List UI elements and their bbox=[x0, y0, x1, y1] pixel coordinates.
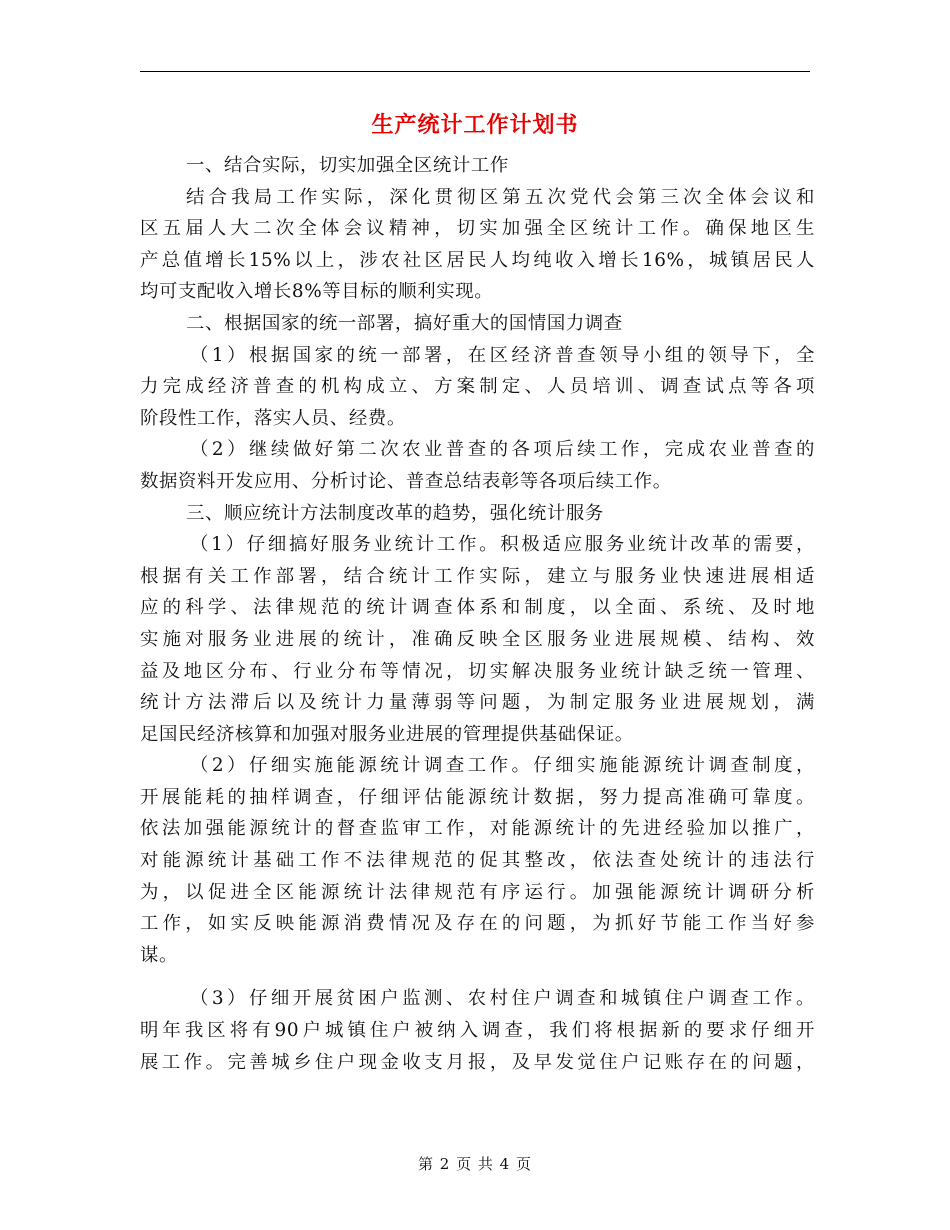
text-line: 区五届人大二次全体会议精神，切实加强全区统计工作。确保地区生 bbox=[140, 218, 815, 240]
text-line: （2）继续做好第二次农业普查的各项后续工作，完成农业普查的 bbox=[190, 439, 815, 461]
text-line: （1）根据国家的统一部署，在区经济普查领导小组的领导下，全 bbox=[190, 344, 815, 366]
text-line: 谋。 bbox=[140, 944, 178, 966]
text-line: 为，以促进全区能源统计法律规范有序运行。加强能源统计调研分析 bbox=[140, 881, 815, 903]
text-line: 产总值增长15%以上，涉农社区居民人均纯收入增长16%，城镇居民人 bbox=[140, 249, 815, 271]
text-line: 力完成经济普查的机构成立、方案制定、人员培训、调查试点等各项 bbox=[140, 376, 815, 398]
text-line: 根据有关工作部署，结合统计工作实际，建立与服务业快速进展相适 bbox=[140, 565, 815, 587]
header-rule bbox=[140, 71, 810, 72]
page-number: 第 2 页 共 4 页 bbox=[418, 1155, 532, 1173]
text-line: 应的科学、法律规范的统计调查体系和制度，以全面、系统、及时地 bbox=[140, 597, 815, 619]
text-line: 益及地区分布、行业分布等情况，切实解决服务业统计缺乏统一管理、 bbox=[140, 660, 815, 682]
document-body bbox=[140, 150, 815, 1078]
text-line: 明年我区将有90户城镇住户被纳入调查，我们将根据新的要求仔细开 bbox=[140, 1020, 815, 1042]
text-line: 依法加强能源统计的督查监审工作，对能源统计的先进经验加以推广， bbox=[140, 818, 815, 840]
text-line: 足国民经济核算和加强对服务业进展的管理提供基础保证。 bbox=[140, 723, 634, 745]
text-line: 均可支配收入增长8%等目标的顺利实现。 bbox=[140, 281, 494, 303]
text-line: 开展能耗的抽样调查，仔细评估能源统计数据，努力提高准确可靠度。 bbox=[140, 786, 815, 808]
paragraph-gap bbox=[140, 971, 815, 983]
text-line: 实施对服务业进展的统计，准确反映全区服务业进展规模、结构、效 bbox=[140, 628, 815, 650]
text-line: （3）仔细开展贫困户监测、农村住户调查和城镇住户调查工作。 bbox=[190, 988, 815, 1010]
text-line: 二、根据国家的统一部署，搞好重大的国情国力调查 bbox=[186, 312, 623, 334]
text-line: 阶段性工作，落实人员、经费。 bbox=[140, 407, 406, 429]
text-line: 三、顺应统计方法制度改革的趋势，强化统计服务 bbox=[186, 502, 604, 524]
document-title: 生产统计工作计划书 bbox=[371, 112, 579, 138]
text-line: 对能源统计基础工作不法律规范的促其整改，依法查处统计的违法行 bbox=[140, 850, 815, 872]
text-line: 数据资料开发应用、分析讨论、普查总结表彰等各项后续工作。 bbox=[140, 470, 672, 492]
text-line: 展工作。完善城乡住户现金收支月报，及早发觉住户记账存在的问题， bbox=[140, 1051, 815, 1073]
text-line: （2）仔细实施能源统计调查工作。仔细实施能源统计调查制度， bbox=[190, 755, 815, 777]
text-line: （1）仔细搞好服务业统计工作。积极适应服务业统计改革的需要， bbox=[190, 534, 815, 556]
text-line: 统计方法滞后以及统计力量薄弱等问题，为制定服务业进展规划，满 bbox=[140, 692, 815, 714]
text-line: 结合我局工作实际，深化贯彻区第五次党代会第三次全体会议和 bbox=[186, 186, 815, 208]
text-line: 一、结合实际，切实加强全区统计工作 bbox=[186, 155, 509, 176]
text-line: 工作，如实反映能源消费情况及存在的问题，为抓好节能工作当好参 bbox=[140, 913, 815, 935]
